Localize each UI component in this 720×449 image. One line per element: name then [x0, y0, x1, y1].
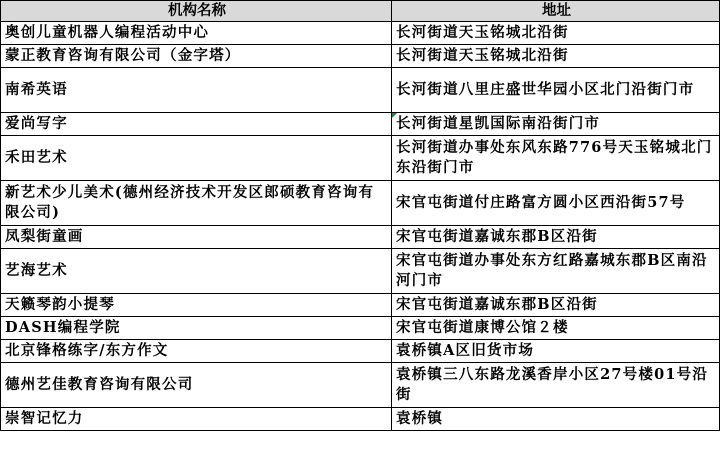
cell-address[interactable]: 袁桥镇A区旧货市场: [392, 340, 720, 363]
cell-institution-name[interactable]: 北京锋格练字/东方作文: [1, 340, 392, 363]
cell-address[interactable]: 宋官屯街道嘉诚东郡B区沿街: [392, 226, 720, 249]
table-row: [1, 113, 720, 136]
table-row: [1, 45, 720, 68]
cell-institution-name[interactable]: 天籁琴韵小提琴: [1, 294, 392, 317]
table-row: [1, 363, 720, 408]
cell-address[interactable]: 长河街道天玉铭城北沿街: [392, 45, 720, 68]
cell-institution-name[interactable]: 禾田艺术: [1, 136, 392, 181]
table-row: [1, 22, 720, 45]
cell-address[interactable]: 宋官屯街道付庄路富方圆小区西沿街57号: [392, 181, 720, 226]
header-row: [1, 1, 720, 22]
cell-institution-name[interactable]: 崇智记忆力: [1, 408, 392, 431]
header-cell-address[interactable]: 地址: [392, 1, 720, 22]
cell-institution-name[interactable]: 德州艺佳教育咨询有限公司: [1, 363, 392, 408]
table-row: [1, 249, 720, 294]
cell-address[interactable]: 宋官屯街道康博公馆２楼: [392, 317, 720, 340]
cell-address[interactable]: 袁桥镇: [392, 408, 720, 431]
cell-institution-name[interactable]: 艺海艺术: [1, 249, 392, 294]
table-body: [1, 22, 720, 431]
cell-address[interactable]: 长河街道天玉铭城北沿街: [392, 22, 720, 45]
table-row: [1, 294, 720, 317]
cell-address[interactable]: 宋官屯街道嘉诚东郡B区沿街: [392, 294, 720, 317]
cell-institution-name[interactable]: DASH编程学院: [1, 317, 392, 340]
header-cell-name[interactable]: 机构名称: [1, 1, 392, 22]
table-row: [1, 181, 720, 226]
cell-address[interactable]: 袁桥镇三八东路龙溪香岸小区27号楼01号沿街: [392, 363, 720, 408]
cell-institution-name[interactable]: 凤梨街童画: [1, 226, 392, 249]
table-row: [1, 340, 720, 363]
cell-address[interactable]: 宋官屯街道办事处东方红路嘉城东郡B区南沿河门市: [392, 249, 720, 294]
cell-address[interactable]: 长河街道办事处东风东路776号天玉铭城北门东沿街门市: [392, 136, 720, 181]
cell-address[interactable]: 长河街道八里庄盛世华园小区北门沿街门市: [392, 68, 720, 113]
cell-address[interactable]: 长河街道星凯国际南沿街门市: [392, 113, 720, 136]
cell-institution-name[interactable]: 爱尚写字: [1, 113, 392, 136]
cell-institution-name[interactable]: 新艺术少儿美术(德州经济技术开发区郎硕教育咨询有限公司): [1, 181, 392, 226]
table-row: [1, 226, 720, 249]
cell-institution-name[interactable]: 蒙正教育咨询有限公司（金字塔）: [1, 45, 392, 68]
table-row: [1, 408, 720, 431]
table-row: [1, 68, 720, 113]
table-row: [1, 317, 720, 340]
table-row: [1, 136, 720, 181]
cell-institution-name[interactable]: 奥创儿童机器人编程活动中心: [1, 22, 392, 45]
cell-institution-name[interactable]: 南希英语: [1, 68, 392, 113]
